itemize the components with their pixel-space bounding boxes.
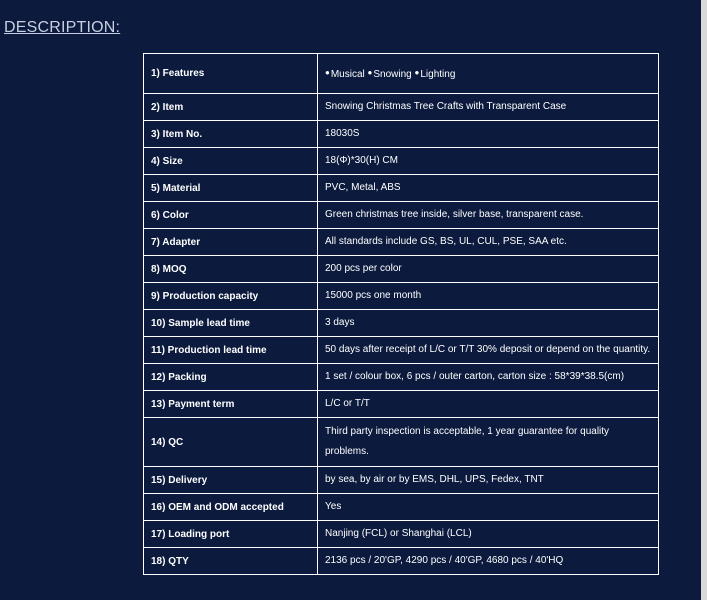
product-spec-table xyxy=(143,53,659,575)
spec-value: 15000 pcs one month xyxy=(318,283,659,310)
spec-label: 14) QC xyxy=(144,418,318,467)
spec-label: 1) Features xyxy=(144,54,318,94)
spec-label: 10) Sample lead time xyxy=(144,310,318,337)
spec-value: PVC, Metal, ABS xyxy=(318,175,659,202)
description-heading: DESCRIPTION: xyxy=(4,19,121,36)
table-row-adapter xyxy=(144,229,659,256)
table-row-oem-odm xyxy=(144,494,659,521)
table-row-qty xyxy=(144,548,659,575)
spec-label: 5) Material xyxy=(144,175,318,202)
spec-value: 18(Φ)*30(H) CM xyxy=(318,148,659,175)
table-row-item xyxy=(144,94,659,121)
features-value xyxy=(318,54,659,94)
bullet-icon: ● xyxy=(367,67,373,77)
spec-value: All standards include GS, BS, UL, CUL, PSE, SAA etc. xyxy=(318,229,659,256)
spec-value: L/C or T/T xyxy=(318,391,659,418)
table-row-sample-lead-time xyxy=(144,310,659,337)
spec-label: 12) Packing xyxy=(144,364,318,391)
table-row-delivery xyxy=(144,467,659,494)
spec-label: 3) Item No. xyxy=(144,121,318,148)
feature-item: Lighting xyxy=(420,68,456,80)
spec-label: 16) OEM and ODM accepted xyxy=(144,494,318,521)
table-row-moq xyxy=(144,256,659,283)
spec-value: Yes xyxy=(318,494,659,521)
spec-label: 4) Size xyxy=(144,148,318,175)
spec-label: 13) Payment term xyxy=(144,391,318,418)
spec-value: 18030S xyxy=(318,121,659,148)
spec-label: 17) Loading port xyxy=(144,521,318,548)
spec-value: 2136 pcs / 20'GP, 4290 pcs / 40'GP, 4680 pcs / 40'HQ xyxy=(318,548,659,575)
spec-label: 11) Production lead time xyxy=(144,337,318,364)
table-row-packing xyxy=(144,364,659,391)
spec-label: 6) Color xyxy=(144,202,318,229)
spec-label: 8) MOQ xyxy=(144,256,318,283)
spec-value: by sea, by air or by EMS, DHL, UPS, Fedex, TNT xyxy=(318,467,659,494)
table-row-production-capacity xyxy=(144,283,659,310)
page-edge xyxy=(701,0,707,600)
table-row-item-no xyxy=(144,121,659,148)
spec-label: 7) Adapter xyxy=(144,229,318,256)
table-row-size xyxy=(144,148,659,175)
table-row-color xyxy=(144,202,659,229)
table-row-production-lead-time xyxy=(144,337,659,364)
table-row-material xyxy=(144,175,659,202)
spec-value: 3 days xyxy=(318,310,659,337)
table-row-features xyxy=(144,54,659,94)
spec-value: Third party inspection is acceptable, 1 year guarantee for quality problems. xyxy=(318,418,659,467)
spec-label: 2) Item xyxy=(144,94,318,121)
table-row-payment-term xyxy=(144,391,659,418)
table-row-loading-port xyxy=(144,521,659,548)
spec-value: Snowing Christmas Tree Crafts with Transparent Case xyxy=(318,94,659,121)
spec-value: 50 days after receipt of L/C or T/T 30% deposit or depend on the quantity. xyxy=(318,337,659,364)
spec-value: 1 set / colour box, 6 pcs / outer carton, carton size : 58*39*38.5(cm) xyxy=(318,364,659,391)
spec-label: 18) QTY xyxy=(144,548,318,575)
spec-value: Nanjing (FCL) or Shanghai (LCL) xyxy=(318,521,659,548)
spec-value: 200 pcs per color xyxy=(318,256,659,283)
spec-label: 15) Delivery xyxy=(144,467,318,494)
table-row-qc xyxy=(144,418,659,467)
spec-label: 9) Production capacity xyxy=(144,283,318,310)
bullet-icon: ● xyxy=(414,67,420,77)
bullet-icon: ● xyxy=(325,67,330,77)
spec-value: Green christmas tree inside, silver base, transparent case. xyxy=(318,202,659,229)
feature-item: Snowing xyxy=(373,68,412,80)
feature-item: Musical xyxy=(330,68,365,80)
